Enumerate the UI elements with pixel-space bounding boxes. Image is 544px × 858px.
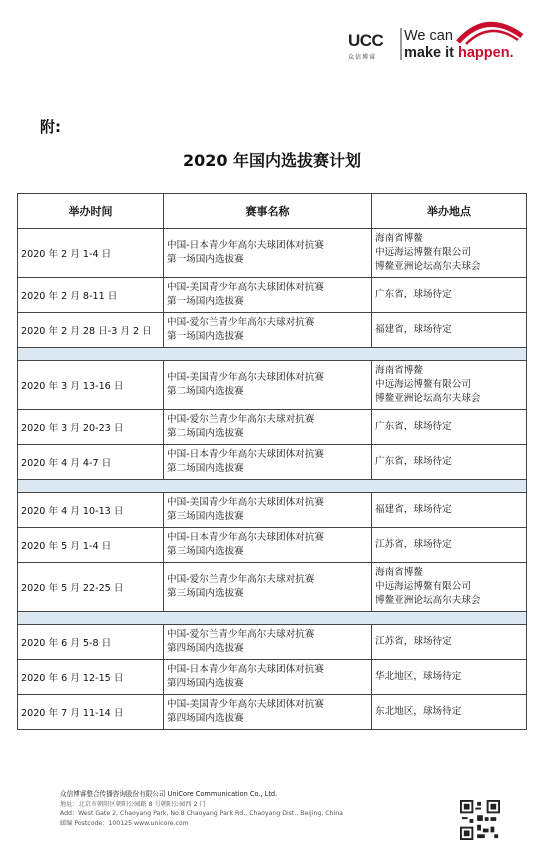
venue-line: 广东省，球场待定	[375, 289, 452, 300]
venue-cell	[372, 695, 527, 730]
venue-cell	[372, 410, 527, 445]
slogan-line1: We can	[404, 28, 453, 44]
venue-line: 广东省，球场待定	[375, 421, 452, 432]
table-row	[18, 493, 527, 528]
table-row	[18, 361, 527, 410]
brand-logo	[346, 14, 536, 66]
slogan	[404, 28, 534, 62]
footer-company: 众信博睿整合传播咨询股份有限公司 UniCore Communication Co., Ltd.	[60, 790, 278, 798]
date-cell: 2020 年 5 月 22-25 日	[18, 563, 164, 612]
footer	[60, 790, 400, 828]
event-line: 中国-美国青少年高尔夫球团体对抗赛	[167, 282, 324, 293]
event-cell	[164, 313, 372, 348]
event-line: 中国-爱尔兰青少年高尔夫球对抗赛	[167, 574, 315, 585]
venue-cell	[372, 528, 527, 563]
venue-line: 中远海运博鳌有限公司	[375, 379, 471, 390]
event-cell	[164, 528, 372, 563]
logo-text: UCC	[348, 31, 384, 50]
venue-line: 海南省博鳌	[375, 365, 423, 376]
event-cell	[164, 493, 372, 528]
event-line: 第一场国内选拔赛	[167, 331, 244, 342]
event-line: 第三场国内选拔赛	[167, 546, 244, 557]
venue-cell	[372, 278, 527, 313]
separator-cell	[18, 480, 527, 493]
venue-line: 福建省，球场待定	[375, 504, 452, 515]
venue-cell	[372, 625, 527, 660]
qr-code-icon	[460, 800, 500, 840]
event-cell	[164, 229, 372, 278]
logo-subtext: 众信博睿	[348, 54, 377, 61]
table-header-row	[18, 194, 527, 229]
venue-line: 江苏省，球场待定	[375, 636, 452, 647]
event-line: 中国-美国青少年高尔夫球团体对抗赛	[167, 497, 324, 508]
slogan-line2	[404, 45, 534, 62]
event-line: 第四场国内选拔赛	[167, 713, 244, 724]
date-cell: 2020 年 4 月 4-7 日	[18, 445, 164, 480]
venue-line: 海南省博鳌	[375, 567, 423, 578]
event-line: 中国-日本青少年高尔夫球团体对抗赛	[167, 664, 324, 675]
venue-cell	[372, 563, 527, 612]
date-cell: 2020 年 6 月 5-8 日	[18, 625, 164, 660]
separator-cell	[18, 348, 527, 361]
venue-cell	[372, 313, 527, 348]
event-line: 中国-日本青少年高尔夫球团体对抗赛	[167, 532, 324, 543]
event-cell	[164, 563, 372, 612]
date-cell: 2020 年 4 月 10-13 日	[18, 493, 164, 528]
footer-postcode: 邮编 Postcode：100125 www.unicore.com	[60, 819, 189, 827]
date-cell: 2020 年 2 月 28 日-3 月 2 日	[18, 313, 164, 348]
separator-row	[18, 348, 527, 361]
venue-cell	[372, 229, 527, 278]
table-row	[18, 229, 527, 278]
venue-line: 博鳌亚洲论坛高尔夫球会	[375, 595, 481, 606]
event-line: 第一场国内选拔赛	[167, 296, 244, 307]
event-line: 中国-美国青少年高尔夫球团体对抗赛	[167, 372, 324, 383]
header-date: 举办时间	[18, 194, 164, 229]
event-line: 中国-日本青少年高尔夫球团体对抗赛	[167, 240, 324, 251]
event-line: 第四场国内选拔赛	[167, 643, 244, 654]
event-line: 第三场国内选拔赛	[167, 588, 244, 599]
venue-cell	[372, 660, 527, 695]
venue-line: 福建省，球场待定	[375, 324, 452, 335]
separator-row	[18, 612, 527, 625]
event-line: 中国-爱尔兰青少年高尔夫球对抗赛	[167, 414, 315, 425]
venue-line: 江苏省，球场待定	[375, 539, 452, 550]
event-line: 第一场国内选拔赛	[167, 254, 244, 265]
date-cell: 2020 年 3 月 13-16 日	[18, 361, 164, 410]
table-row	[18, 445, 527, 480]
venue-line: 中远海运博鳌有限公司	[375, 247, 471, 258]
event-cell	[164, 445, 372, 480]
table-row	[18, 278, 527, 313]
page-title: 2020 年国内选拔赛计划	[182, 151, 362, 170]
venue-cell	[372, 493, 527, 528]
table-row	[18, 313, 527, 348]
separator-cell	[18, 612, 527, 625]
event-cell	[164, 695, 372, 730]
slogan-accent: happen.	[458, 45, 514, 61]
event-cell	[164, 410, 372, 445]
event-line: 中国-爱尔兰青少年高尔夫球对抗赛	[167, 629, 315, 640]
venue-line: 海南省博鳌	[375, 233, 423, 244]
attachment-label: 附:	[40, 118, 61, 136]
separator-row	[18, 480, 527, 493]
event-cell	[164, 660, 372, 695]
header-venue: 举办地点	[372, 194, 527, 229]
venue-line: 博鳌亚洲论坛高尔夫球会	[375, 261, 481, 272]
event-cell	[164, 625, 372, 660]
table-row	[18, 660, 527, 695]
venue-line: 博鳌亚洲论坛高尔夫球会	[375, 393, 481, 404]
event-line: 中国-爱尔兰青少年高尔夫球对抗赛	[167, 317, 315, 328]
event-line: 中国-美国青少年高尔夫球团体对抗赛	[167, 699, 324, 710]
event-line: 第四场国内选拔赛	[167, 678, 244, 689]
venue-cell	[372, 361, 527, 410]
table-row	[18, 563, 527, 612]
event-cell	[164, 278, 372, 313]
date-cell: 2020 年 7 月 11-14 日	[18, 695, 164, 730]
table-row	[18, 625, 527, 660]
header-event: 赛事名称	[164, 194, 372, 229]
slogan-line2-start: make it	[404, 45, 458, 61]
venue-line: 广东省，球场待定	[375, 456, 452, 467]
venue-line: 东北地区，球场待定	[375, 706, 462, 717]
venue-line: 中远海运博鳌有限公司	[375, 581, 471, 592]
venue-line: 华北地区，球场待定	[375, 671, 462, 682]
event-line: 第三场国内选拔赛	[167, 511, 244, 522]
date-cell: 2020 年 3 月 20-23 日	[18, 410, 164, 445]
event-line: 第二场国内选拔赛	[167, 428, 244, 439]
event-line: 第二场国内选拔赛	[167, 386, 244, 397]
date-cell: 2020 年 2 月 8-11 日	[18, 278, 164, 313]
schedule-table	[17, 193, 527, 730]
date-cell: 2020 年 5 月 1-4 日	[18, 528, 164, 563]
event-line: 中国-日本青少年高尔夫球团体对抗赛	[167, 449, 324, 460]
table-row	[18, 528, 527, 563]
event-line: 第二场国内选拔赛	[167, 463, 244, 474]
date-cell: 2020 年 2 月 1-4 日	[18, 229, 164, 278]
footer-address-cn: 地址：北京市朝阳区朝阳公园路 8 号朝阳公园西 2 门	[60, 800, 206, 808]
venue-cell	[372, 445, 527, 480]
table-row	[18, 695, 527, 730]
table-row	[18, 410, 527, 445]
date-cell: 2020 年 6 月 12-15 日	[18, 660, 164, 695]
footer-address-en: Add：West Gate 2, Chaoyang Park, No.8 Chaoyang Park Rd., Chaoyang Dist., Beijing, China	[60, 810, 343, 818]
event-cell	[164, 361, 372, 410]
